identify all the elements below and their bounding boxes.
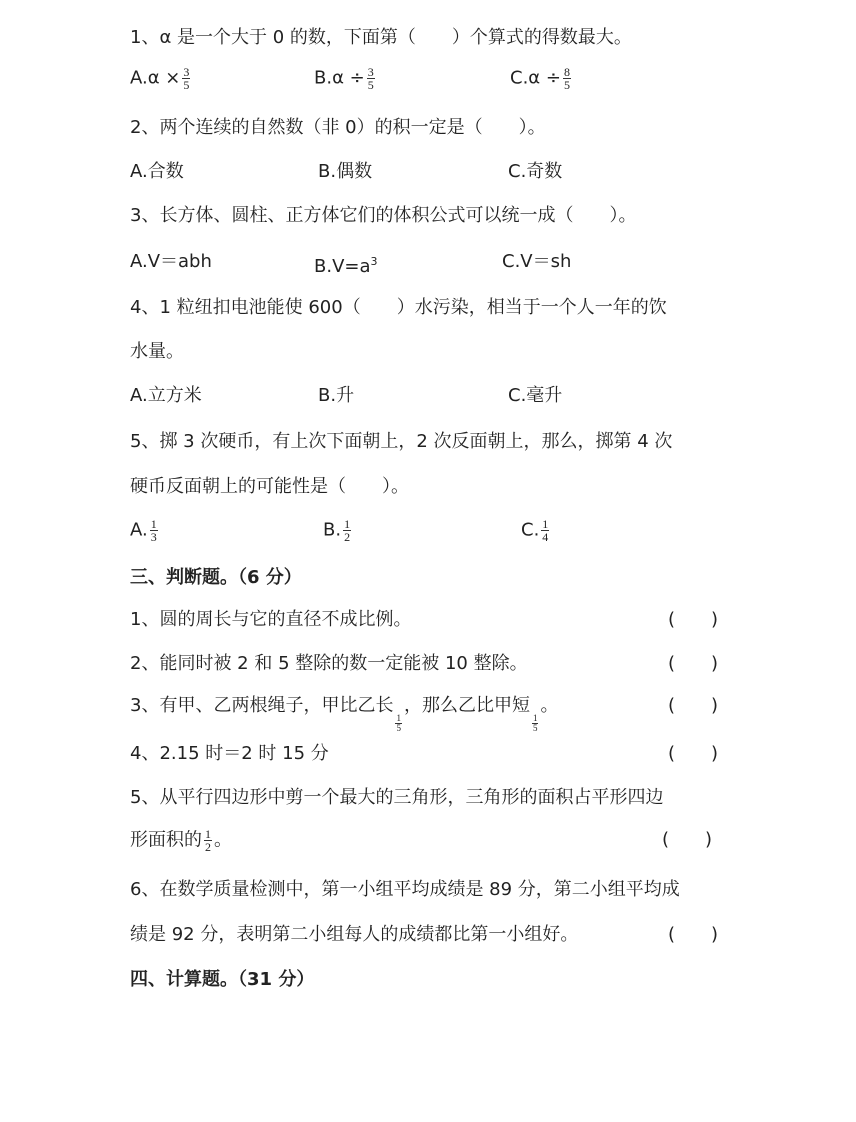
question-2-stem: 2、两个连续的自然数（非 0）的积一定是（ ）。 (130, 117, 546, 138)
option-b: B.偶数 (318, 161, 373, 182)
judge-item-6: 6、在数学质量检测中，第一小组平均成绩是 89 分，第二小组平均成 (130, 879, 680, 900)
judge-item-2: 2、能同时被 2 和 5 整除的数一定能被 10 整除。 (130, 653, 528, 674)
option-a: A.立方米 (130, 385, 202, 406)
judge-item-1: 1、圆的周长与它的直径不成比例。 (130, 609, 412, 630)
fraction: $\frac{8}{5}$ (563, 65, 570, 92)
option-b: $B.V=a^3$ (314, 255, 378, 277)
judge-item-4: 4、2.15 时＝2 时 15 分 (130, 743, 329, 764)
question-3-stem: 3、长方体、圆柱、正方体它们的体积公式可以统一成（ ）。 (130, 205, 637, 226)
judge-item-6-cont: 绩是 92 分，表明第二小组每人的成绩都比第一小组好。 (130, 924, 579, 945)
section-4-title: 四、计算题。（31 分） (130, 969, 315, 990)
option-a: A.合数 (130, 161, 184, 182)
answer-blank[interactable]: ( ) (668, 924, 719, 945)
question-4-stem-cont: 水量。 (130, 341, 184, 362)
answer-blank[interactable]: ( ) (668, 743, 719, 764)
fraction: $\frac{3}{5}$ (367, 65, 374, 92)
option-c: C.V＝sh (502, 251, 572, 272)
answer-blank[interactable]: ( ) (668, 653, 719, 674)
option-a: A. $\frac{1}{3}$ (130, 517, 157, 544)
fraction: $\frac{1}{5}$ (532, 713, 538, 733)
answer-blank[interactable]: ( ) (662, 829, 713, 850)
option-c: C.奇数 (508, 161, 563, 182)
fraction: $\frac{1}{5}$ (396, 713, 401, 733)
fraction: $\frac{1}{2}$ (344, 517, 351, 544)
judge-item-5: 5、从平行四边形中剪一个最大的三角形，三角形的面积占平形四边 (130, 787, 664, 808)
fraction: $\frac{1}{2}$ (205, 827, 211, 854)
option-a: A.V＝abh (130, 251, 212, 272)
question-5-stem-cont: 硬币反面朝上的可能性是（ ）。 (130, 476, 409, 497)
answer-blank[interactable]: ( ) (668, 609, 719, 630)
option-c: C.毫升 (508, 385, 563, 406)
question-4-stem: 4、1 粒纽扣电池能使 600（ ）水污染，相当于一个人一年的饮 (130, 297, 667, 318)
option-a: A.α × $\frac{3}{5}$ (130, 65, 190, 92)
question-5-stem: 5、掷 3 次硬币，有上次下面朝上，2 次反面朝上，那么，掷第 4 次 (130, 431, 673, 452)
judge-item-3: 3、有甲、乙两根绳子，甲比乙长 $\frac{1}{5}$ ，那么乙比甲短 $\frac{1}{5}$ 。 (130, 695, 559, 733)
option-b: B.α ÷ $\frac{3}{5}$ (314, 65, 374, 92)
judge-item-5-cont: 形面积的 $\frac{1}{2}$ 。 (130, 827, 232, 854)
option-c: C. $\frac{1}{4}$ (521, 517, 549, 544)
option-c: C.α ÷ $\frac{8}{5}$ (510, 65, 570, 92)
section-3-title: 三、判断题。（6 分） (130, 567, 302, 588)
answer-blank[interactable]: ( ) (668, 695, 719, 716)
question-1-stem: 1、α 是一个大于 0 的数，下面第（ ）个算式的得数最大。 (130, 27, 632, 48)
fraction: $\frac{1}{4}$ (542, 517, 549, 544)
option-b: B.升 (318, 385, 355, 406)
option-b: B. $\frac{1}{2}$ (323, 517, 351, 544)
fraction: $\frac{3}{5}$ (183, 65, 190, 92)
fraction: $\frac{1}{3}$ (150, 517, 157, 544)
